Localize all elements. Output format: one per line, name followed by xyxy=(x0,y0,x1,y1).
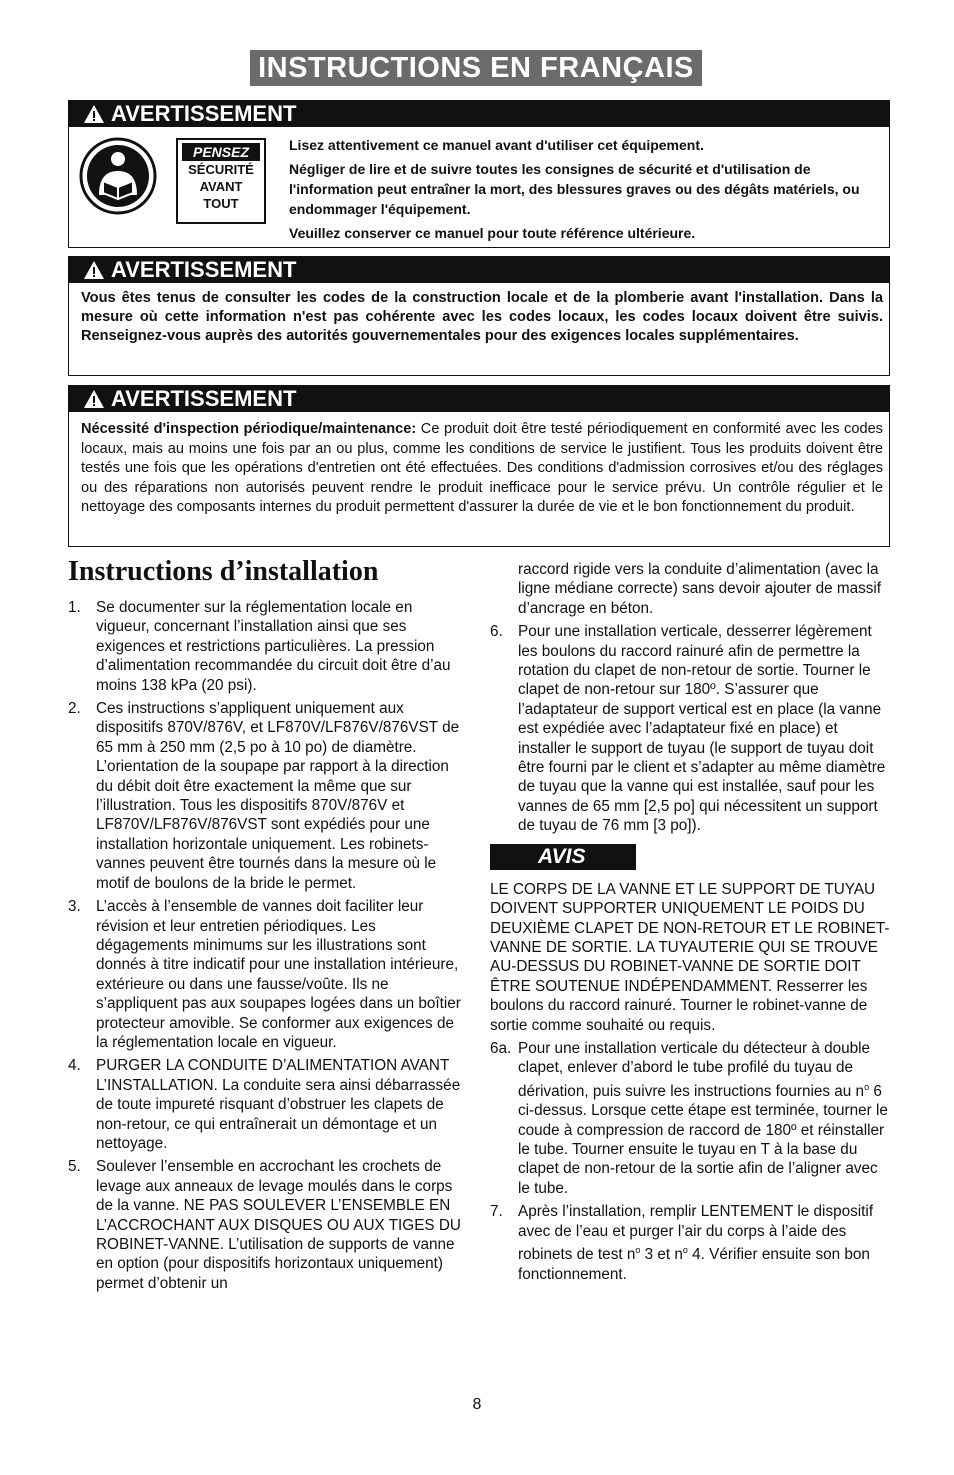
item-continuation: raccord rigide vers la conduite d’alimentation (avec la ligne médiane correcte) sans devoir ajouter de massif d’ancrage en béton. xyxy=(518,561,882,617)
warning-triangle-icon xyxy=(83,104,105,124)
warning-triangle-icon xyxy=(83,389,105,409)
item-text: Se documenter sur la réglementation locale en vigueur, concernant l’installation ainsi que ses exigences et restrictions particulières. La pression d’alimentation recommandée du circuit doit être d’au moins 138 kPa (20 psi). xyxy=(96,599,451,694)
item-text-part: 3 et n xyxy=(640,1246,683,1264)
warning-text xyxy=(69,412,889,518)
list-item xyxy=(490,1039,890,1198)
page-title: INSTRUCTIONS EN FRANÇAIS xyxy=(250,50,702,86)
list-item xyxy=(68,1056,463,1153)
page-number: 8 xyxy=(472,1396,482,1413)
list-item xyxy=(490,1202,890,1284)
item-text: PURGER LA CONDUITE D’ALIMENTATION AVANT L’INSTALLATION. La conduite sera ainsi débarrassée de toute impureté risquant d’obstruer les clapets de non-retour, ce qui entraînerait un démontage et un nettoyage. xyxy=(96,1057,461,1152)
read-manual-icon xyxy=(79,137,157,215)
instructions-column-right xyxy=(490,560,890,1288)
warning-header xyxy=(69,386,889,412)
badge-line-1: PENSEZ xyxy=(182,143,260,161)
warning-label: AVERTISSEMENT xyxy=(111,257,297,282)
warning-line: Négliger de lire et de suivre toutes les consignes de sécurité et d'utilisation de l'information peut entraîner la mort, des blessures graves ou des dégâts matériels, ou endommager l'équipement. xyxy=(289,161,860,217)
item-number: 5. xyxy=(68,1158,81,1176)
warning-label: AVERTISSEMENT xyxy=(111,101,297,126)
list-item xyxy=(68,699,463,893)
item-number: 3. xyxy=(68,898,81,916)
instructions-column-left xyxy=(68,598,463,1297)
warning-box-read-manual xyxy=(68,100,890,248)
item-text-part: 4. Vérifier ensuite son bon fonctionnement. xyxy=(518,1246,870,1283)
item-text xyxy=(518,1203,873,1282)
warning-text: Vous êtes tenus de consulter les codes de la construction locale et de la plomberie avant l'installation. Dans la mesure où cette information n'est pas cohérente avec les codes locaux, les codes locaux doivent être suivis. Renseignez-vous auprès des autorités gouvernementales pour des exigences locales supplémentaires. xyxy=(81,290,883,344)
item-text: Pour une installation verticale, desserrer légèrement les boulons du raccord rainuré afin de permettre la rotation du clapet de non-retour de sortie. Tourner le clapet de non-retour sur 180º. S’assurer que l’adaptateur de support vertical est en place (la vanne est expédiée avec l’adaptateur fixé en place) et installer le support de tuyau (le support de tuyau doit être fourni par le client et s’adapter au même diamètre de tuyau que la vanne qui est installée, sauf pour les vannes de 65 mm [2,5 po] qui nécessitent un support de tuyau de 76 mm [3 po]). xyxy=(518,623,886,835)
item-text xyxy=(518,1040,888,1197)
item-number: 7. xyxy=(490,1203,503,1221)
warning-triangle-icon xyxy=(83,260,105,280)
notice-text: LE CORPS DE LA VANNE ET LE SUPPORT DE TUYAU DOIVENT SUPPORTER UNIQUEMENT LE POIDS DU DEUXIÈME CLAPET DE NON-RETOUR ET LE ROBINET-VANNE DE SORTIE. LA TUYAUTERIE QUI SE TROUVE AU-DESSUS DU ROBINET-VANNE DE SORTIE DOIT ÊTRE SOUTENUE INDÉPENDAMMENT. Resserrer les boulons du raccord rainuré. Tourner le robinet-vanne de sortie comme souhaité ou requis. xyxy=(490,880,890,1034)
item-text-part: Pour une installation verticale du détecteur à double clapet, enlever d’abord le tube profilé du tuyau de dérivation, puis suivre les instructions fournies au n xyxy=(518,1039,871,1100)
list-item xyxy=(68,598,463,695)
warning-box-maintenance xyxy=(68,385,890,547)
warning-header xyxy=(69,101,889,127)
badge-line-3: AVANT xyxy=(199,179,243,194)
superscript: o xyxy=(682,1245,688,1256)
safety-first-badge xyxy=(176,138,266,224)
list-item xyxy=(68,1157,463,1293)
item-text: L’accès à l’ensemble de vannes doit faciliter leur révision et leur entretien périodiques. Les dégagements minimums sur les illustrations sont donnés à titre indicatif pour une installation intérieure, extérieure ou dans une fausse/voûte. Ils ne s’appliquent pas aux soupapes logées dans un boîtier protecteur amovible. Se conformer aux exigences de la réglementation locale en vigueur. xyxy=(96,898,461,1051)
badge-line-2: SÉCURITÉ xyxy=(188,162,254,177)
notice-label: AVIS xyxy=(490,844,636,870)
item-text-part: Après l’installation, remplir LENTEMENT le dispositif avec de l’eau et purger l’air du corps à l’aide des robinets de test n xyxy=(518,1203,874,1264)
item-text: Ces instructions s’appliquent uniquement aux dispositifs 870V/876V, et LF870V/LF876V/876VST de 65 mm à 250 mm (2,5 po à 10 po) de diamètre. L’orientation de la soupape par rapport à la direction du débit doit être exactement la même que sur l’illustration. Tous les dispositifs 870V/876V et LF870V/LF876V/876VST sont expédiés pour une installation horizontale uniquement. Les robinets-vannes peuvent être tournés dans la mesure où le motif de boulons de la bride le permet. xyxy=(96,700,460,892)
superscript: o xyxy=(864,1081,870,1092)
warning-box-local-codes xyxy=(68,256,890,376)
section-title: Instructions d’installation xyxy=(68,556,379,587)
item-number: 2. xyxy=(68,700,81,718)
badge-line-4: TOUT xyxy=(203,196,239,211)
item-number: 6a. xyxy=(490,1039,512,1057)
item-number: 6. xyxy=(490,623,503,641)
item-text: Soulever l’ensemble en accrochant les crochets de levage aux anneaux de levage moulés dans le corps de la vanne. NE PAS SOULEVER L’ENSEMBLE EN L’ACCROCHANT AUX DISQUES OU AUX TIGES DU ROBINET-VANNE. L’utilisation de supports de vanne en option (pour dispositifs horizontaux uniquement) permet d’obtenir un xyxy=(96,1158,461,1292)
superscript: o xyxy=(635,1245,641,1256)
warning-header xyxy=(69,257,889,283)
list-item xyxy=(68,897,463,1052)
item-number: 1. xyxy=(68,599,81,616)
item-number: 4. xyxy=(68,1057,81,1075)
warning-text xyxy=(289,135,879,247)
warning-body: Ce produit doit être testé périodiquement en conformité avec les codes locaux, mais au moins une fois par an ou plus, comme les conditions de service le justifient. Tous les produits doivent être testés une fois que les opérations d'entretien ont été effectuées. Des conditions d'admission corrosives et/ou des réglages ou des réparations non autorisés peuvent rendre le produit inefficace pour le service prévu. Un contrôle régulier et le nettoyage des composants internes du produit permettent d'assurer la durée de vie et le bon fonctionnement du produit. xyxy=(81,421,883,515)
warning-lead: Nécessité d'inspection périodique/maintenance: xyxy=(81,421,417,437)
warning-line: Veuillez conserver ce manuel pour toute référence ultérieure. xyxy=(289,225,696,241)
item-text-part: 6 ci-dessus. Lorsque cette étape est terminée, tourner le coude à compression de raccord de 180º et réinstaller le tube. Tourner ensuite le tuyau en T à la base du clapet de non-retour de la sortie afin de l’aligner avec le tube. xyxy=(518,1082,888,1197)
list-item xyxy=(490,622,890,835)
warning-label: AVERTISSEMENT xyxy=(111,386,297,411)
warning-line: Lisez attentivement ce manuel avant d'utiliser cet équipement. xyxy=(289,137,704,153)
